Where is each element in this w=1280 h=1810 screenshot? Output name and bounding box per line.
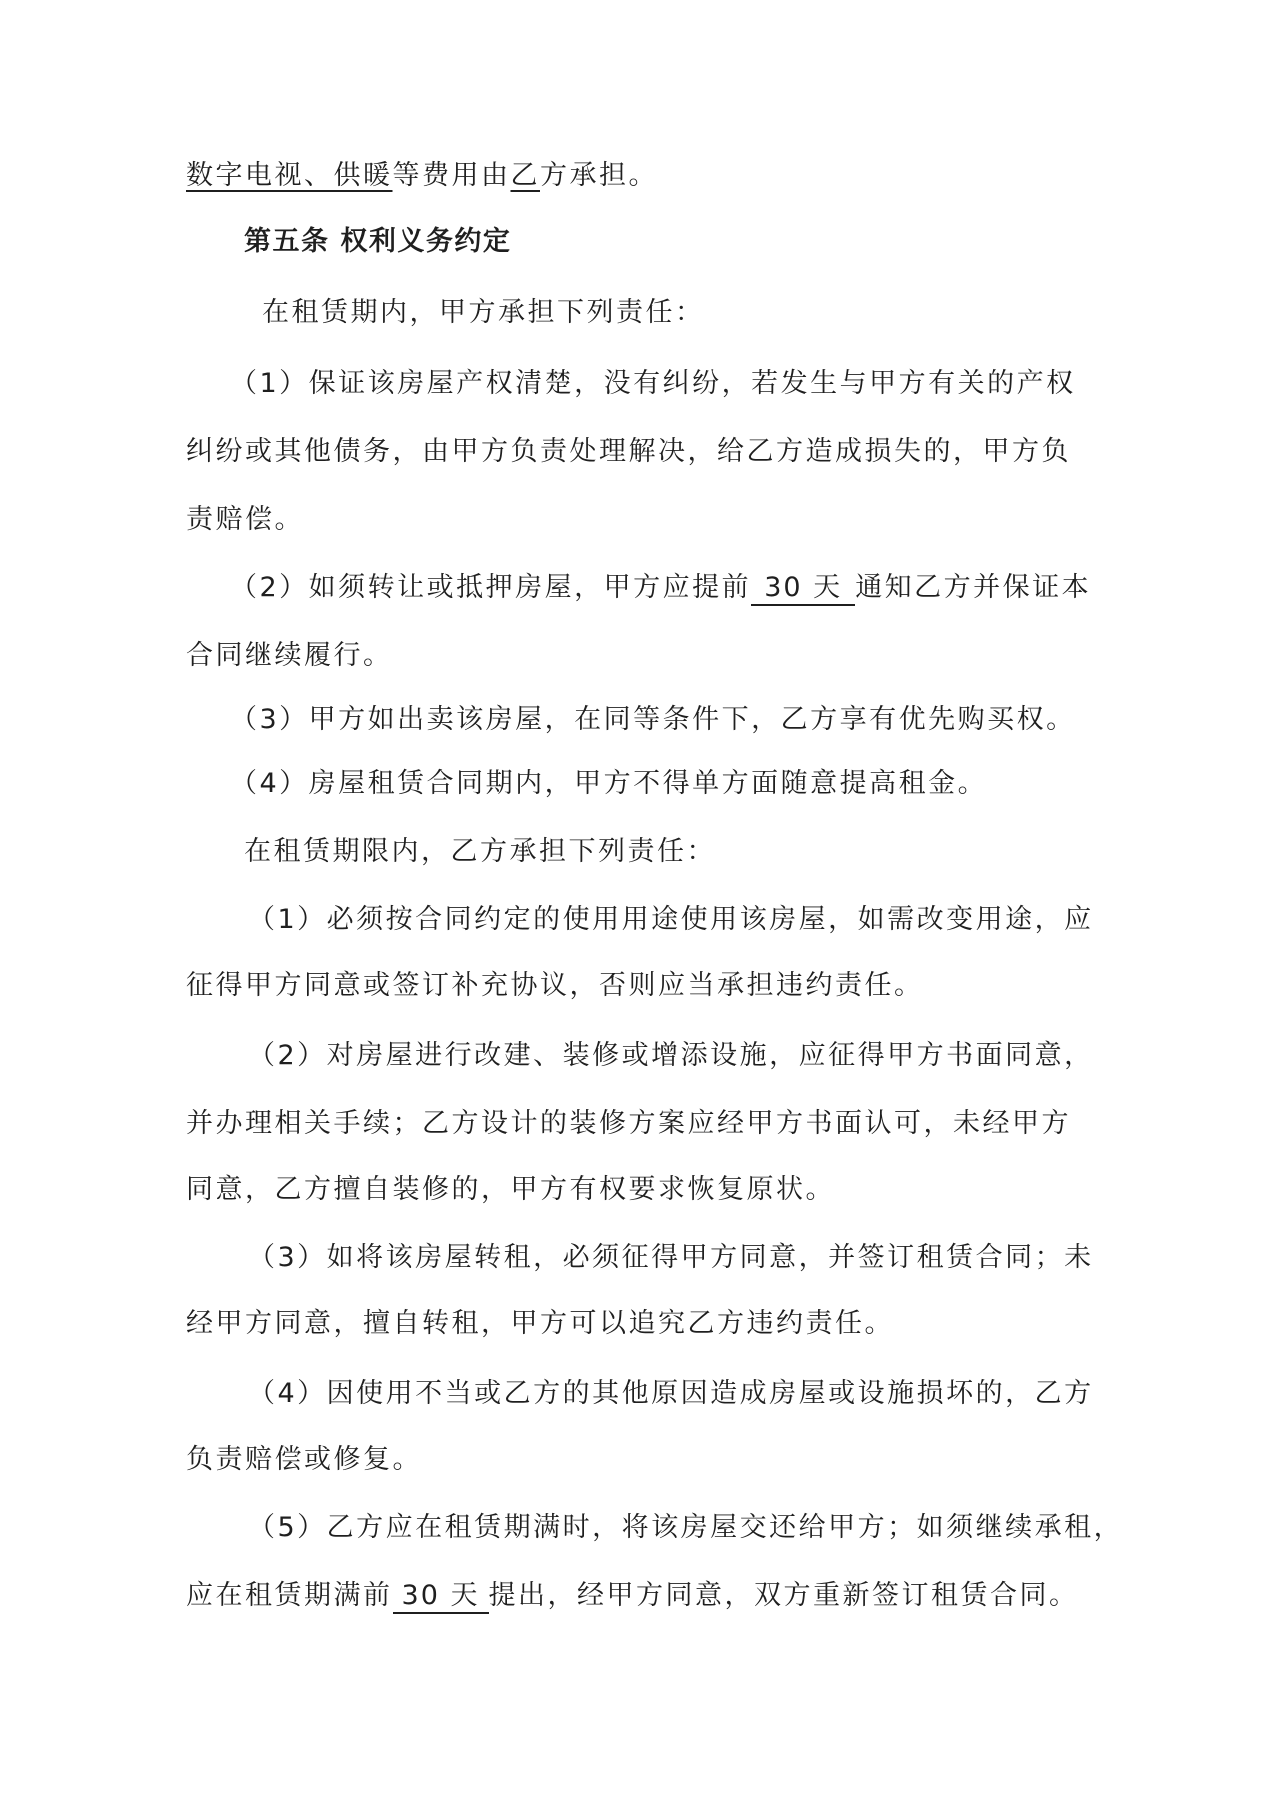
text-segment: （2）如须转让或抵押房屋，甲方应提前 <box>230 572 752 603</box>
clause-line: （3）如将该房屋转租，必须征得甲方同意，并签订租赁合同；未 <box>248 1242 1094 1273</box>
section-intro: 在租赁期限内，乙方承担下列责任： <box>244 836 716 867</box>
clause-line <box>230 568 1091 608</box>
clause-line: 合同继续履行。 <box>186 640 393 671</box>
clause-line: 经甲方同意，擅自转租，甲方可以追究乙方违约责任。 <box>186 1308 894 1339</box>
clause-line: （4）房屋租赁合同期内，甲方不得单方面随意提高租金。 <box>230 768 988 799</box>
fill-in-blank: 30 天 <box>751 572 855 606</box>
clause-line: （5）乙方应在租赁期满时，将该房屋交还给甲方；如须继续承租， <box>248 1512 1124 1543</box>
fill-in-blank: 30 天 <box>393 1580 489 1614</box>
clause-line: 责赔偿。 <box>186 504 304 535</box>
article-heading: 第五条 权利义务约定 <box>244 226 512 257</box>
clause-line: 同意，乙方擅自装修的，甲方有权要求恢复原状。 <box>186 1174 835 1205</box>
text-segment: 等费用由 <box>392 160 511 191</box>
clause-line: （1）保证该房屋产权清楚，没有纠纷，若发生与甲方有关的产权 <box>230 368 1076 399</box>
text-segment: 应在租赁期满前 <box>186 1580 393 1611</box>
clause-line: （4）因使用不当或乙方的其他原因造成房屋或设施损坏的，乙方 <box>248 1378 1094 1409</box>
clause-line: 负责赔偿或修复。 <box>186 1444 422 1475</box>
clause-line: （3）甲方如出卖该房屋，在同等条件下，乙方享有优先购买权。 <box>230 704 1076 735</box>
clause-line: （1）必须按合同约定的使用用途使用该房屋，如需改变用途，应 <box>248 904 1094 935</box>
text-segment: 提出，经甲方同意，双方重新签订租赁合同。 <box>488 1580 1079 1611</box>
underlined-text: 乙 <box>510 160 540 191</box>
section-intro: 在租赁期内，甲方承担下列责任： <box>262 297 705 328</box>
clause-line <box>186 1576 1079 1616</box>
clause-line: 纠纷或其他债务，由甲方负责处理解决，给乙方造成损失的，甲方负 <box>186 436 1071 467</box>
text-segment: 方承担。 <box>540 160 658 191</box>
clause-line: （2）对房屋进行改建、装修或增添设施，应征得甲方书面同意， <box>248 1040 1094 1071</box>
clause-line: 并办理相关手续；乙方设计的装修方案应经甲方书面认可，未经甲方 <box>186 1108 1071 1139</box>
text-line <box>186 156 658 196</box>
underlined-text: 数字电视、供暖 <box>186 160 393 191</box>
clause-line: 征得甲方同意或签订补充协议，否则应当承担违约责任。 <box>186 970 924 1001</box>
text-segment: 通知乙方并保证本 <box>855 572 1092 603</box>
